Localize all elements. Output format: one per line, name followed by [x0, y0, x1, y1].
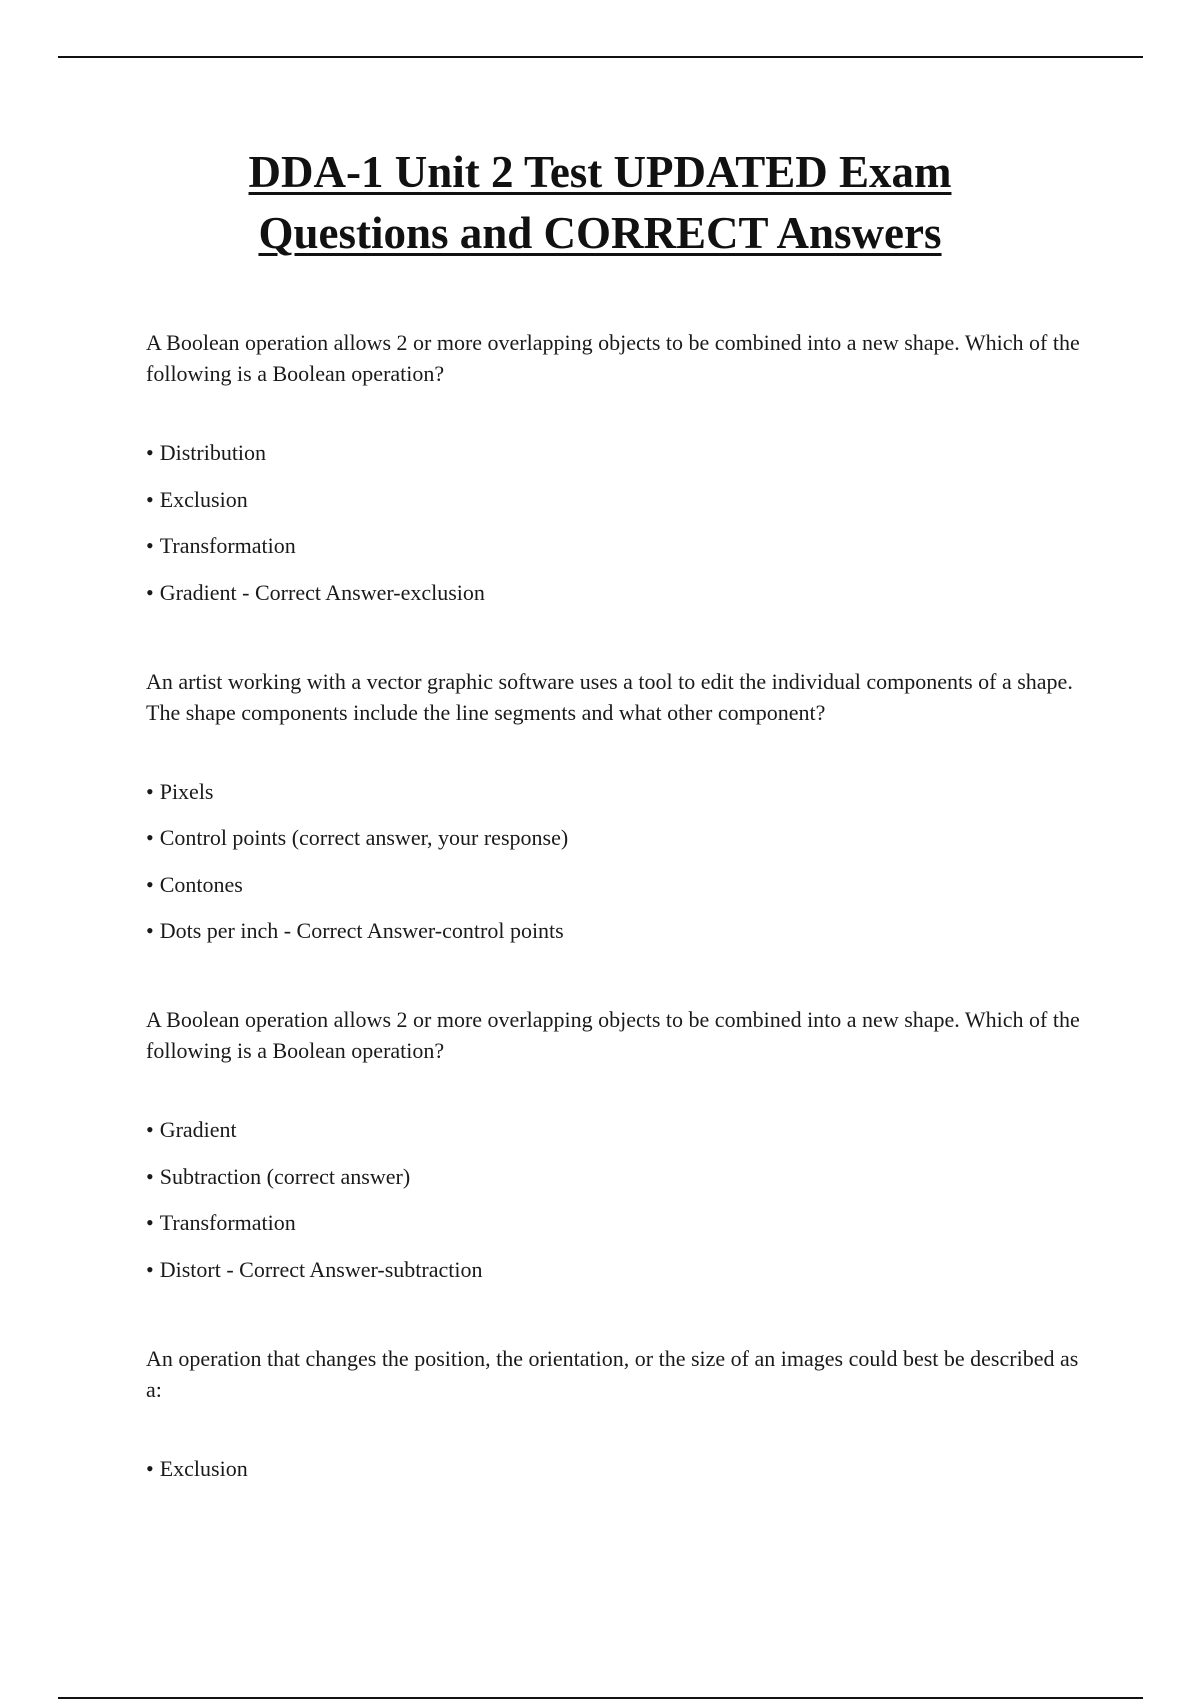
option-label: Exclusion — [159, 1455, 248, 1481]
title-line-1: DDA-1 Unit 2 Test UPDATED Exam — [248, 147, 952, 197]
answer-option — [146, 822, 1086, 853]
answer-option — [146, 577, 1086, 608]
option-label: Transformation — [159, 533, 296, 558]
option-label: Gradient — [159, 1117, 237, 1142]
question-text: A Boolean operation allows 2 or more overlapping objects to be combined into a new shape. Which of the following is a Boolean operation? — [146, 330, 1080, 386]
answer-option — [146, 484, 1086, 515]
answer-option — [146, 1254, 1086, 1285]
bullet-icon: • — [146, 486, 154, 512]
bottom-divider — [58, 1697, 1143, 1699]
answer-option — [146, 1207, 1086, 1238]
answer-options — [146, 776, 1086, 947]
question-block-4 — [146, 1343, 1086, 1484]
option-label: Exclusion — [159, 486, 248, 512]
answer-option — [146, 1453, 1086, 1484]
question-text: A Boolean operation allows 2 or more overlapping objects to be combined into a new shape. Which of the following is a Boolean operation? — [146, 1007, 1080, 1063]
document-title — [120, 142, 1080, 264]
option-label: Distort - Correct Answer-subtraction — [159, 1256, 483, 1282]
option-label: Dots per inch - Correct Answer-control points — [159, 918, 564, 943]
top-divider — [58, 56, 1143, 58]
answer-options — [146, 1453, 1086, 1484]
bullet-icon: • — [146, 579, 154, 605]
bullet-icon: • — [146, 440, 154, 465]
question-block-3 — [146, 1004, 1086, 1285]
answer-option — [146, 869, 1086, 900]
answer-option — [146, 530, 1086, 561]
option-label: Contones — [159, 871, 243, 897]
bullet-icon: • — [146, 533, 154, 558]
bullet-icon: • — [146, 778, 154, 804]
bullet-icon: • — [146, 1210, 154, 1235]
answer-option — [146, 915, 1086, 946]
bullet-icon: • — [146, 918, 154, 943]
bullet-icon: • — [146, 871, 154, 897]
option-label: Subtraction (correct answer) — [159, 1163, 411, 1189]
answer-options — [146, 437, 1086, 608]
title-line-2: Questions and CORRECT Answers — [258, 208, 942, 258]
question-block-2 — [146, 666, 1086, 947]
option-label: Transformation — [159, 1210, 296, 1235]
bullet-icon: • — [146, 1163, 154, 1189]
question-text: An operation that changes the position, the orientation, or the size of an images could best be described as a: — [146, 1345, 1079, 1402]
bullet-icon: • — [146, 1117, 154, 1142]
option-label: Distribution — [159, 440, 267, 465]
answer-option — [146, 776, 1086, 807]
answer-option — [146, 1114, 1086, 1145]
question-block-1 — [146, 327, 1086, 608]
bullet-icon: • — [146, 1455, 154, 1481]
bullet-icon: • — [146, 1256, 154, 1282]
question-text: An artist working with a vector graphic software uses a tool to edit the individual components of a shape. The shape components include the line segments and what other component? — [146, 668, 1073, 725]
answer-option — [146, 1161, 1086, 1192]
bullet-icon: • — [146, 825, 154, 850]
answer-option — [146, 437, 1086, 468]
question-list — [146, 327, 1086, 1484]
option-label: Gradient - Correct Answer-exclusion — [159, 579, 485, 605]
option-label: Control points (correct answer, your response) — [159, 825, 569, 850]
answer-options — [146, 1114, 1086, 1285]
option-label: Pixels — [159, 778, 214, 804]
